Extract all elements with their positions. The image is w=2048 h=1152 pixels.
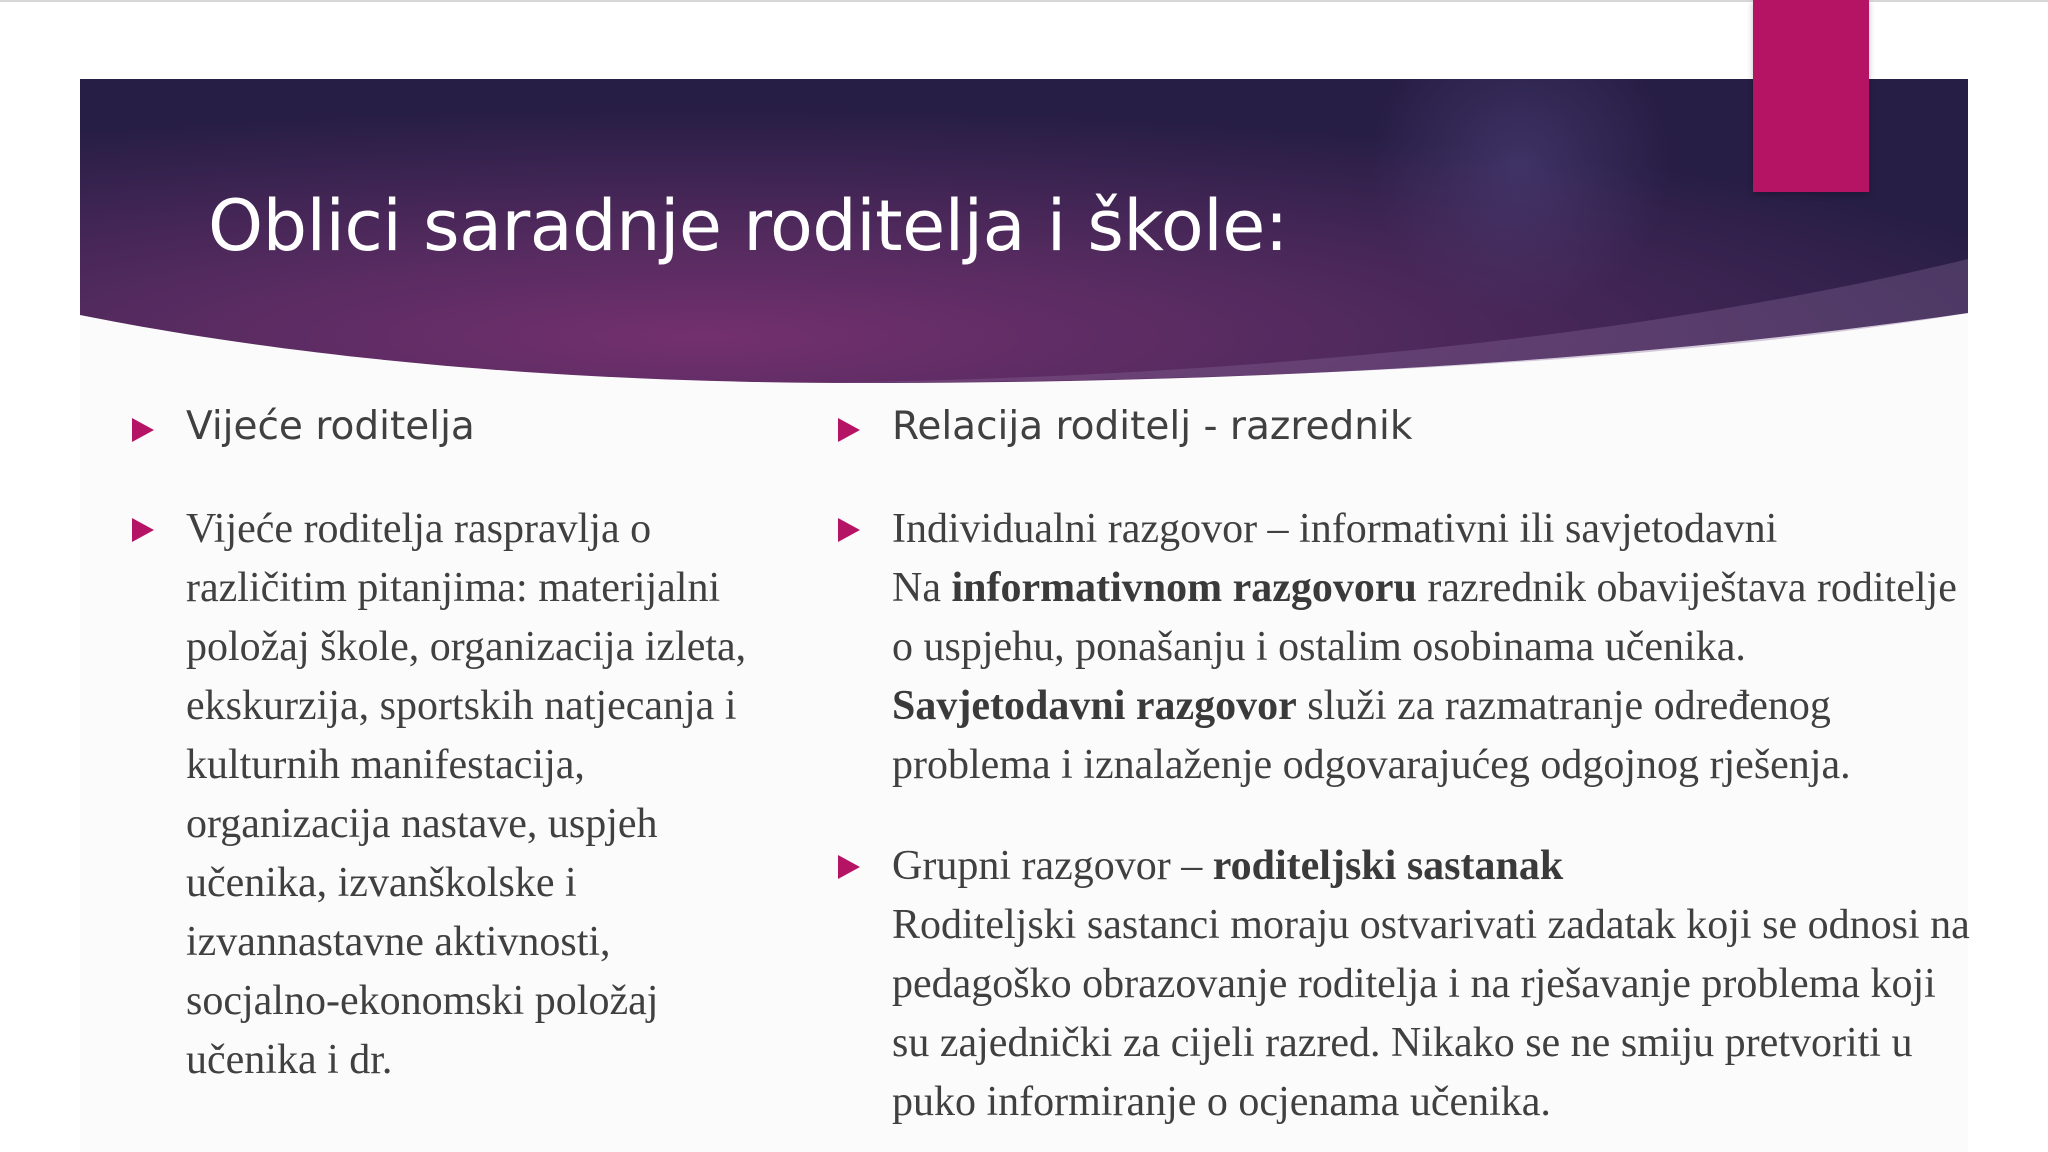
text-line: Individualni razgovor – informativni ili savjetodavni bbox=[892, 506, 1778, 552]
text-line: su zajednički za cijeli razred. Nikako se ne smiju pretvoriti u bbox=[892, 1020, 1913, 1066]
text-line: Vijeće roditelja raspravlja o bbox=[186, 506, 652, 552]
text-line: Roditeljski sastanci moraju ostvarivati zadatak koji se odnosi na bbox=[892, 902, 1970, 948]
window-top-border bbox=[0, 0, 2048, 2]
individual-conversation-text bbox=[892, 500, 1992, 795]
text-line: Na informativnom razgovoru razrednik obaviještava roditelje bbox=[892, 565, 1957, 611]
bold-term: roditeljski sastanak bbox=[1212, 843, 1564, 889]
bullet-arrow-icon bbox=[838, 855, 860, 879]
text-line: socjalno-ekonomski položaj bbox=[186, 978, 659, 1024]
bullet-arrow-icon bbox=[132, 518, 154, 542]
right-heading-text: Relacija roditelj - razrednik bbox=[892, 404, 1413, 449]
bullet-group-conversation bbox=[838, 837, 1988, 1137]
bullet-left-heading bbox=[132, 402, 772, 458]
slide-title: Oblici saradnje roditelja i škole: bbox=[208, 185, 1288, 267]
text-line: ekskurzija, sportskih natjecanja i bbox=[186, 683, 737, 729]
bullet-right-heading bbox=[838, 402, 1738, 458]
text-line: položaj škole, organizacija izleta, bbox=[186, 624, 747, 670]
text-line: Grupni razgovor – roditeljski sastanak bbox=[892, 843, 1564, 889]
bullet-individual-conversation bbox=[838, 500, 1988, 800]
text-line: učenika i dr. bbox=[186, 1037, 393, 1083]
text-line: puko informiranje o ocjenama učenika. bbox=[892, 1079, 1551, 1125]
bullet-left-paragraph bbox=[132, 500, 792, 1100]
text-line: o uspjehu, ponašanju i ostalim osobinama učenika. bbox=[892, 624, 1746, 670]
left-paragraph-text bbox=[186, 500, 806, 1090]
text-line: pedagoško obrazovanje roditelja i na rješavanje problema koji bbox=[892, 961, 1936, 1007]
text-line: problema i iznalaženje odgovarajućeg odgojnog rješenja. bbox=[892, 742, 1851, 788]
text-line: izvannastavne aktivnosti, bbox=[186, 919, 611, 965]
bullet-arrow-icon bbox=[838, 418, 860, 442]
accent-tab bbox=[1753, 0, 1869, 192]
bold-term: informativnom razgovoru bbox=[951, 565, 1417, 611]
group-conversation-text bbox=[892, 837, 1992, 1132]
left-heading-text: Vijeće roditelja bbox=[186, 404, 475, 449]
bold-term: Savjetodavni razgovor bbox=[892, 683, 1297, 729]
text-line: učenika, izvanškolske i bbox=[186, 860, 577, 906]
text-line: Savjetodavni razgovor služi za razmatranje određenog bbox=[892, 683, 1831, 729]
text-line: organizacija nastave, uspjeh bbox=[186, 801, 658, 847]
text-line: kulturnih manifestacija, bbox=[186, 742, 585, 788]
bullet-arrow-icon bbox=[132, 418, 154, 442]
bullet-arrow-icon bbox=[838, 518, 860, 542]
text-line: različitim pitanjima: materijalni bbox=[186, 565, 721, 611]
